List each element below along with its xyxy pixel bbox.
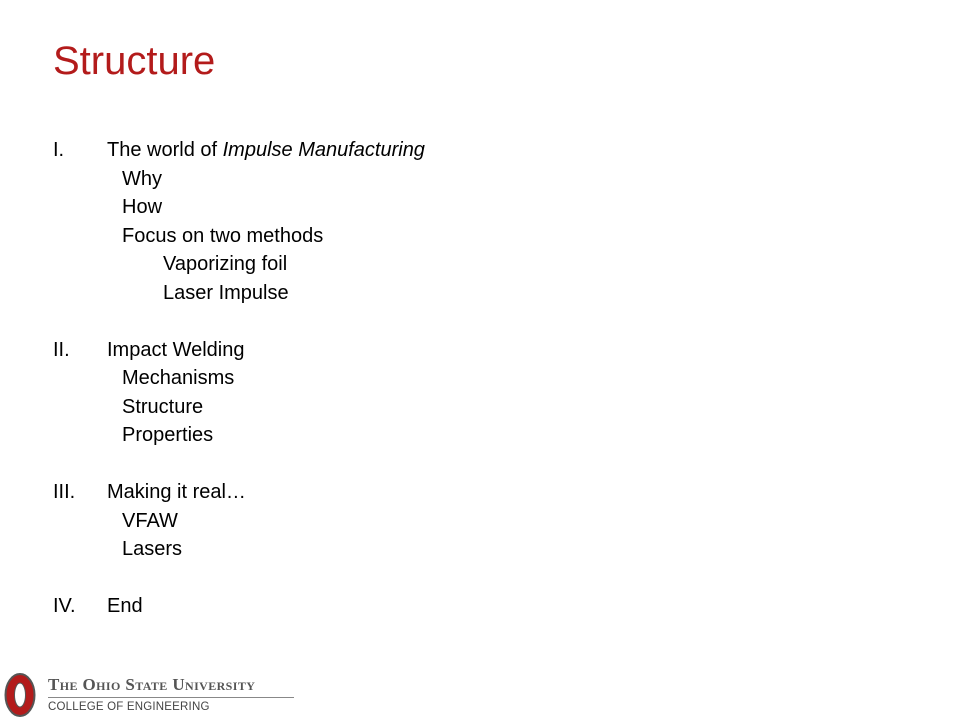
outline-item-label: VFAW (122, 509, 178, 532)
section-heading (107, 136, 425, 165)
section-numeral: I. (53, 139, 65, 161)
outline-item (53, 421, 653, 450)
outline-item-label: Structure (122, 395, 204, 418)
outline-item (53, 165, 653, 194)
outline-section-4 (53, 592, 653, 621)
outline-item-label: Properties (122, 424, 214, 446)
outline-item (53, 393, 653, 422)
section-spacer (53, 564, 653, 593)
section-numeral: IV. (53, 595, 76, 617)
footer-divider (48, 697, 294, 698)
section-spacer (53, 450, 653, 479)
outline-subitem (53, 279, 653, 308)
section-heading: Impact Welding (107, 338, 245, 361)
outline-section-2 (53, 336, 653, 365)
outline-item (53, 193, 653, 222)
block-o-logo-icon (4, 672, 36, 718)
university-footer (4, 672, 304, 718)
outline-section-1 (53, 136, 653, 165)
outline-subitem-label: Laser Impulse (163, 281, 289, 304)
outline-item-label: Mechanisms (122, 367, 235, 389)
outline-list (53, 136, 653, 621)
outline-item (53, 507, 653, 536)
slide-title: Structure (53, 39, 216, 83)
section-heading: End (107, 595, 143, 617)
outline-item-label: Why (122, 167, 162, 190)
section-numeral: II. (53, 338, 70, 361)
university-name: The Ohio State University (48, 675, 256, 694)
outline-item (53, 364, 653, 393)
outline-item (53, 222, 653, 251)
college-name: COLLEGE OF ENGINEERING (48, 701, 210, 713)
section-heading-emphasis: Impulse Manufacturing (222, 139, 425, 161)
section-heading-text: The world of (107, 139, 223, 161)
outline-item-label: Focus on two methods (122, 224, 324, 247)
outline-item-label: How (122, 196, 163, 218)
outline-item (53, 535, 653, 564)
outline-subitem (53, 250, 653, 279)
outline-section-3 (53, 478, 653, 507)
outline-item-label: Lasers (122, 538, 183, 560)
section-numeral: III. (53, 481, 76, 503)
outline-subitem-label: Vaporizing foil (163, 253, 288, 275)
section-spacer (53, 307, 653, 336)
section-heading: Making it real… (107, 481, 246, 503)
